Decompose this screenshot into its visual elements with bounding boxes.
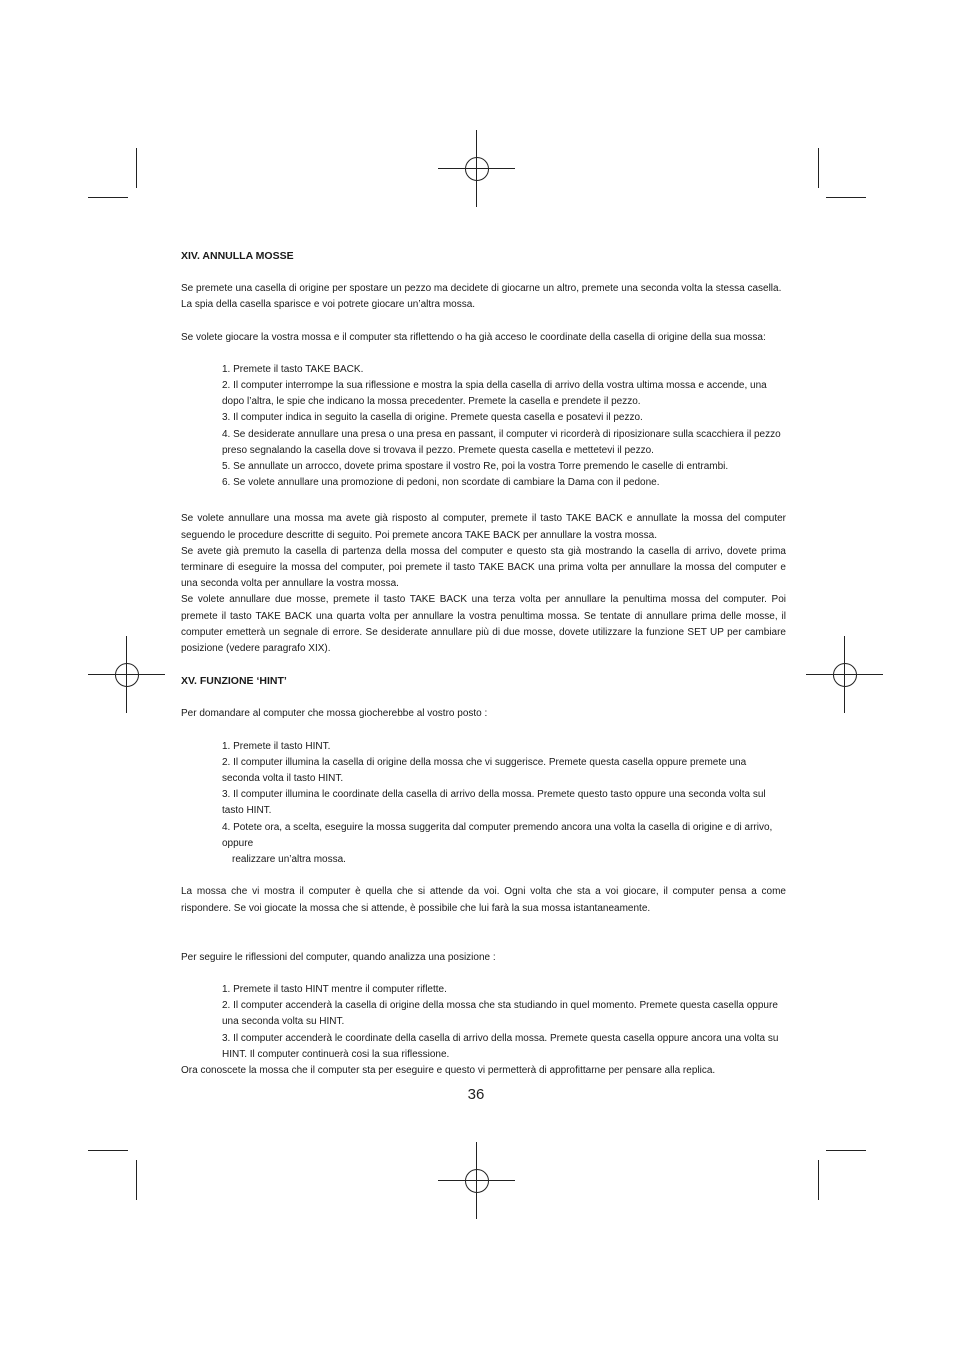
registration-mark-top bbox=[438, 130, 515, 207]
crop-mark bbox=[88, 1150, 128, 1151]
paragraph: La mossa che vi mostra il computer è quella che si attende da voi. Ogni volta che sta a voi giocare, il computer pensa a come rispondere. Se voi giocate la mossa che si attende, è possibile che lui farà la sua mossa istantaneamente. bbox=[181, 886, 786, 914]
registration-mark-left bbox=[88, 636, 165, 713]
crop-mark bbox=[818, 148, 819, 188]
list-item: 2. Il computer interrompe la sua riflessione e mostra la spia della casella di arrivo della vostra ultima mossa e accende, una dopo l’altra, le spie che indicano la mossa precedenter. Premete la casella e prendete il pezzo. bbox=[222, 380, 767, 408]
list-item: 3. Il computer illumina le coordinate della casella di arrivo della mossa. Premete questo tasto oppure una seconda volta sul tasto HINT. bbox=[222, 789, 766, 817]
crop-mark bbox=[826, 197, 866, 198]
crop-mark bbox=[818, 1160, 819, 1200]
list-item: 1. Premete il tasto HINT mentre il computer riflette. bbox=[222, 983, 447, 995]
paragraph: Se volete annullare una mossa ma avete già risposto al computer, premete il tasto TAKE BACK e annullate la mossa del computer seguendo le procedure descritte di seguito. Poi premete ancora TAKE BACK per annullare la vostra mossa. bbox=[181, 513, 786, 541]
paragraph: Se avete già premuto la casella di partenza della mossa del computer e questo sta già mostrando la casella di arrivo, dovete prima terminare di eseguire la mossa del computer, poi premete il tasto TAKE BACK una prima volta per annullare la mossa del computer e una seconda volta per annullare la vostra mossa. bbox=[181, 545, 786, 590]
section-heading-funzione-hint: XV. FUNZIONE ‘HINT’ bbox=[181, 675, 287, 688]
page-content bbox=[181, 248, 786, 1079]
crop-mark bbox=[136, 148, 137, 188]
crop-mark bbox=[88, 197, 128, 198]
paragraph: Per seguire le riflessioni del computer, quando analizza una posizione : bbox=[181, 951, 496, 963]
list-item: 2. Il computer accenderà la casella di origine della mossa che sta studiando in quel momento. Premete questa casella oppure una seconda volta su HINT. bbox=[222, 1000, 778, 1028]
list-item: 4. Potete ora, a scelta, eseguire la mossa suggerita dal computer premendo ancora una volta la casella di origine e di arrivo, oppure bbox=[222, 821, 773, 849]
paragraph: Se volete giocare la vostra mossa e il computer sta riflettendo o ha già acceso le coordinate della casella di origine della sua mossa: bbox=[181, 331, 766, 343]
list-item: 1. Premete il tasto TAKE BACK. bbox=[222, 363, 364, 375]
registration-mark-right bbox=[806, 636, 883, 713]
hint-steps bbox=[181, 739, 786, 869]
take-back-steps bbox=[181, 362, 786, 492]
list-item: 6. Se volete annullare una promozione di pedoni, non scordate di cambiare la Dama con il pedone. bbox=[222, 477, 660, 489]
paragraph: Se volete annullare due mosse, premete il tasto TAKE BACK una terza volta per annullare la penultima mossa del computer. Poi premete il tasto TAKE BACK una quarta volta per annullare la vostra penultima mossa. Se tentate di annullare prima delle mosse, il computer emetterà un segnale di errore. Se desiderate annullare più di due mosse, dovete utilizzare la funzione SET UP per cambiare posizione (vedere paragrafo XIX). bbox=[181, 594, 786, 655]
paragraph: Per domandare al computer che mossa giocherebbe al vostro posto : bbox=[181, 708, 488, 720]
page-number: 36 bbox=[467, 1086, 485, 1103]
crop-mark bbox=[826, 1150, 866, 1151]
list-item: 4. Se desiderate annullare una presa o una presa en passant, il computer vi ricorderà di riposizionare sulla scacchiera il pezzo preso segnalando la casella dove si trovava il pezzo. Premete questa casella e mettetevi il pezzo. bbox=[222, 428, 781, 456]
section-heading-annulla-mosse: XIV. ANNULLA MOSSE bbox=[181, 250, 294, 262]
analysis-steps bbox=[181, 982, 786, 1063]
paragraph: La spia della casella sparisce e voi potrete giocare un’altra mossa. bbox=[181, 299, 476, 311]
list-item: 3. Il computer accenderà le coordinate della casella di arrivo della mossa. Premete questa casella oppure ancora una volta su HINT. Il computer continuerà cosi la sua riflessione. bbox=[222, 1032, 779, 1060]
list-item: 2. Il computer illumina la casella di origine della mossa che vi suggerisce. Premete questa casella oppure premete una seconda volta il tasto HINT. bbox=[222, 756, 747, 785]
list-item: 1. Premete il tasto HINT. bbox=[222, 740, 331, 752]
list-item: 3. Il computer indica in seguito la casella di origine. Premete questa casella e posatevi il pezzo. bbox=[222, 412, 643, 424]
crop-mark bbox=[136, 1160, 137, 1200]
registration-mark-bottom bbox=[438, 1142, 515, 1219]
list-item: realizzare un’altra mossa. bbox=[232, 854, 346, 866]
paragraph: Ora conoscete la mossa che il computer sta per eseguire e questo vi permetterà di approfittarne per pensare alla replica. bbox=[181, 1064, 716, 1076]
paragraph: Se premete una casella di origine per spostare un pezzo ma decidete di giocarne un altro, premete una seconda volta la stessa casella. bbox=[181, 283, 782, 295]
list-item: 5. Se annullate un arrocco, dovete prima spostare il vostro Re, poi la vostra Torre premendo le caselle di entrambi. bbox=[222, 461, 729, 473]
